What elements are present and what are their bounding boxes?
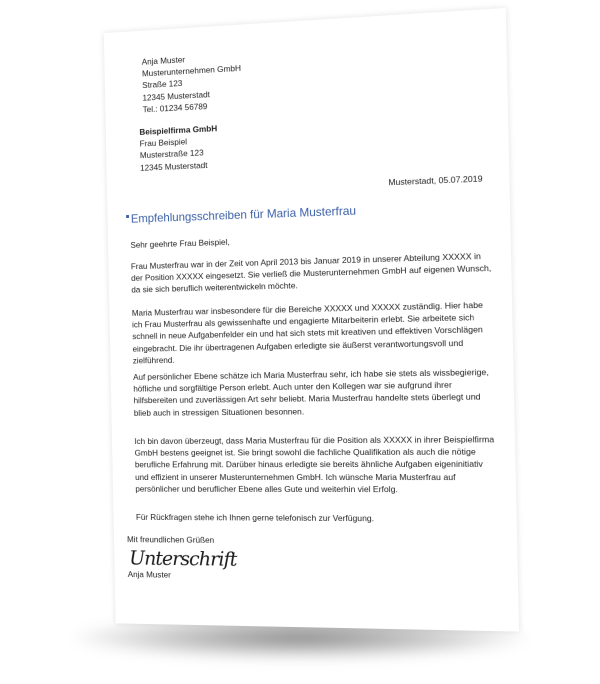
sender-phone: Tel.: 01234 56789 (142, 101, 208, 115)
closing-phrase: Mit freundlichen Grüßen (126, 534, 215, 545)
sender-company: Musterunternehmen GmbH (141, 63, 242, 79)
handwritten-signature: Unterschrift (129, 545, 237, 571)
paragraph: Frau Musterfrau war in der Zeit von April 2013 bis Januar 2019 in unserer Abteilung XXXXX in der Position XXXXX eingesetzt. Sie verließ die Musterunternehmen GmbH auf eigenen Wunsch, da sie sich beruflich weiterentwickeln möchte. (130, 250, 492, 295)
paragraph: Auf persönlicher Ebene schätze ich Maria Musterfrau sehr, ich habe sie stets als wissbegierige, höfliche und sorgfältige Person erlebt. Auch unter den Kollegen war sie aufgrund ihrer hilfsbereiten und zuverlässigen Art sehr beliebt. Maria Musterfrau handelte stets überlegt und blieb auch in stressigen Situationen besonnen. (133, 366, 489, 418)
subject-text: Empfehlungsschreiben für Maria Musterfrau (130, 203, 357, 226)
subject-marker (126, 215, 129, 218)
sender-street: Straße 123 (142, 78, 183, 91)
sender-city: 12345 Musterstadt (142, 88, 210, 103)
letter-page (104, 8, 519, 632)
recipient-city: 12345 Musterstadt (140, 159, 208, 173)
letter-date: Musterstadt, 05.07.2019 (388, 173, 483, 188)
sender-name: Anja Muster (141, 54, 186, 67)
signer-name: Anja Muster (127, 569, 171, 580)
recipient-name: Frau Beispiel (139, 136, 188, 149)
paragraph: Für Rückfragen stehe ich Ihnen gerne telefonisch zur Verfügung. (135, 512, 375, 524)
letter-subject (126, 205, 356, 225)
recipient-company: Beispielfirma GmbH (139, 123, 218, 137)
recipient-address (139, 122, 218, 173)
recipient-street: Musterstraße 123 (139, 147, 204, 161)
paragraph: Maria Musterfrau war insbesondere für die Bereiche XXXXX und XXXXX zuständig. Hier habe ich Frau Musterfrau als gewissenhafte und engagierte Mitarbeiterin erlebt. Sie arbeitete sich schnell in neue Aufgabenfelder ein und hat sich stets mit kreativen und effektiven Vorschlägen eingebracht. Die ihr übertragenen Aufgaben erledigte sie äußerst verantwortungsvoll und zielführend. (131, 299, 484, 366)
sender-address (142, 50, 242, 115)
salutation: Sehr geehrte Frau Beispiel, (130, 236, 230, 250)
paragraph: Ich bin davon überzeugt, dass Maria Musterfrau für die Position als XXXXX in ihrer Beispielfirma GmbH bestens geeignet ist. Sie bringt sowohl die fachliche Qualifikation als auch die nötige berufliche Erfahrung mit. Darüber hinaus erledigte sie bereits ähnliche Aufgaben eigeninitiativ und effizient in unserer Musterunternehmen GmbH. Ich wünsche Maria Musterfrau auf persönlicher und beruflicher Ebene alles Gute und weiterhin viel Erfolg. (134, 434, 495, 494)
